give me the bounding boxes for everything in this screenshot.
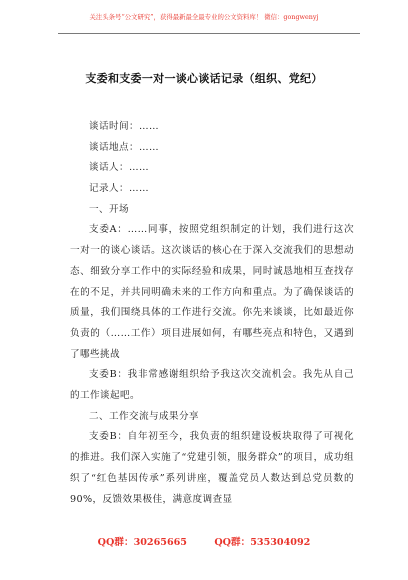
paragraph-opening-b: 支委B：我非常感谢组织给予我这次交流机会。我先从自己的工作谈起吧。 — [70, 369, 354, 402]
paragraph-exchange-b: 支委B：自年初至今，我负责的组织建设板块取得了可视化的推进。我们深入实施了“党建引领，服务群众”的项目，成功组织了“红色基因传承”系列讲座，覆盖党员人数达到总党员数的90%，反馈效果极佳，满意度调查显 — [70, 431, 354, 505]
meta-recorder: 记录人：…… — [89, 183, 149, 195]
meta-speaker: 谈话人：…… — [89, 162, 149, 174]
document-title: 支委和支委一对一谈心谈话记录（组织、党纪） — [85, 72, 323, 85]
section-heading-opening: 一、开场 — [89, 203, 129, 215]
section-heading-exchange: 二、工作交流与成果分享 — [89, 410, 199, 422]
header-note: 关注头条号“公文研究”，获得最新最全最专业的公文资料库！ 微信：gongwenyj — [89, 13, 319, 21]
paragraph-opening-a: 支委A：……同事，按照党组织制定的计划，我们进行这次一对一的谈心谈话。这次谈话的核心在于深入交流我们的思想动态、细致分享工作中的实际经验和成果，同时诚恳地相互查找存在的不足，并共同明确未来的工作方向和重点。为了确保谈话的质量，我们围绕具体的工作进行交流。你先来谈谈，比如最近你负责的（……工作）项目进展如何，有哪些亮点和特色，又遇到了哪些挑战 — [70, 224, 354, 360]
footer-qq-groups — [0, 534, 408, 548]
footer-qq-group-2: QQ群：535304092 — [214, 537, 311, 548]
meta-location: 谈话地点：…… — [89, 141, 159, 153]
footer-qq-group-1: QQ群：30265665 — [97, 537, 187, 548]
header-divider — [58, 33, 360, 34]
meta-time: 谈话时间：…… — [89, 121, 159, 132]
document-body — [70, 117, 354, 510]
